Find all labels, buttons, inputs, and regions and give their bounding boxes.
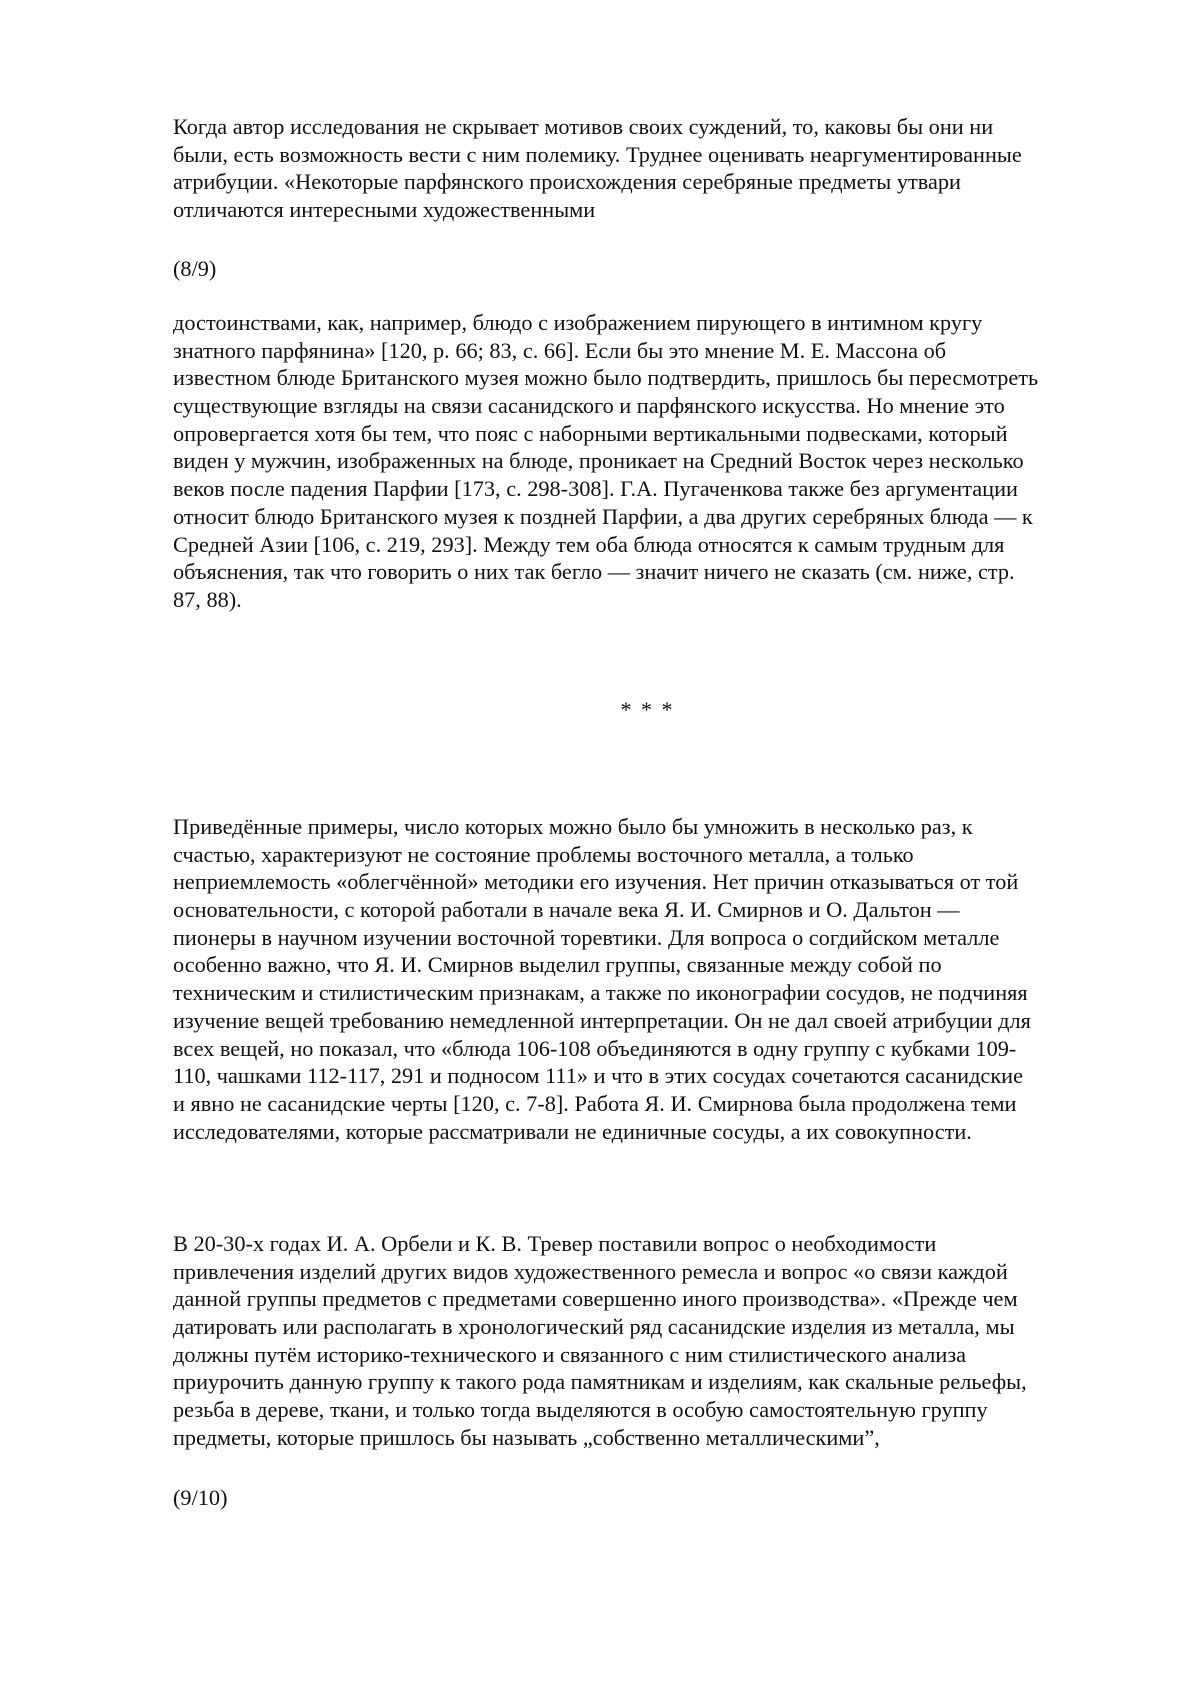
text-line: отличаются интересными художественными [173,197,596,223]
text-line: пионеры в научном изучении восточной торевтики. Для вопроса о согдийском металле [173,924,1000,950]
text-line: были, есть возможность вести с ним полемику. Труднее оценивать неаргументированные [173,141,1022,167]
paragraph-2 [173,309,1128,614]
text-line: виден у мужчин, изображенных на блюде, проникает на Средний Восток через несколько [173,448,1024,474]
text-line: относит блюдо Британского музея к поздней Парфии, а два других серебряных блюда — к [173,503,1033,529]
paragraph-3 [173,813,1128,1145]
text-line: известном блюде Британского музея можно было подтвердить, пришлось бы пересмотреть [173,365,1039,391]
text-line: веков после падения Парфии [173, с. 298-308]. Г.А. Пугаченкова также без аргументации [173,476,1018,502]
text-line: счастью, характеризуют не состояние проблемы восточного металла, а только [173,841,914,867]
text-line: и явно не сасанидские черты [120, с. 7-8]. Работа Я. И. Смирнова была продолжена теми [173,1090,1017,1116]
section-separator: * * * [620,697,675,722]
page-marker: (8/9) [173,256,217,281]
text-line: всех вещей, но показал, что «блюда 106-108 объединяются в одну группу с кубками 109- [173,1035,1017,1061]
paragraph-4 [173,1230,1128,1452]
text-line: предметы, которые пришлось бы называть „собственно металлическими”, [173,1424,880,1450]
text-line: данной группы предметов с предметами совершенно иного производства». «Прежде чем [173,1286,1018,1312]
text-line: должны путём историко-технического и связанного с ним стилистического анализа [173,1341,967,1367]
text-line: Когда автор исследования не скрывает мотивов своих суждений, то, каковы бы они ни [173,114,994,139]
text-line: Средней Азии [106, с. 219, 293]. Между тем оба блюда относятся к самым трудным для [173,531,1005,557]
text-line: объяснения, так что говорить о них так бегло — значит ничего не сказать (см. ниже, стр. [173,559,1015,585]
paragraph-1 [173,113,1128,224]
text-line: достоинствами, как, например, блюдо с изображением пирующего в интимном кругу [173,310,983,335]
text-line: изучение вещей требованию немедленной интерпретации. Он не дал своей атрибуции для [173,1007,1031,1033]
text-line: существующие взгляды на связи сасанидского и парфянского искусства. Но мнение это [173,393,1005,419]
text-line: приурочить данную группу к такого рода памятникам и изделиям, как скальные рельефы, [173,1369,1027,1395]
text-line: 87, 88). [173,586,242,612]
text-line: Приведённые примеры, число которых можно было бы умножить в несколько раз, к [173,814,973,839]
text-line: резьба в дереве, ткани, и только тогда выделяются в особую самостоятельную группу [173,1397,988,1423]
text-line: В 20-30-х годах И. А. Орбели и К. В. Тревер поставили вопрос о необходимости [173,1231,937,1256]
text-line: исследователями, которые рассматривали не единичные сосуды, а их совокупности. [173,1118,972,1144]
text-line: особенно важно, что Я. И. Смирнов выделил группы, связанные между собой по [173,952,942,978]
text-line: датировать или располагать в хронологический ряд сасанидские изделия из металла, мы [173,1314,1015,1340]
text-line: 110, чашками 112-117, 291 и подносом 111» и что в этих сосудах сочетаются сасанидские [173,1063,1023,1089]
text-line: неприемлемость «облегчённой» методики его изучения. Нет причин отказываться от той [173,869,1019,895]
text-line: привлечения изделий других видов художественного ремесла и вопрос «о связи каждой [173,1258,1008,1284]
text-line: знатного парфянина» [120, р. 66; 83, с. 66]. Если бы это мнение М. Е. Массона об [173,337,947,363]
text-line: атрибуции. «Некоторые парфянского происхождения серебряные предметы утвари [173,169,961,195]
text-line: опровергается хотя бы тем, что пояс с наборными вертикальными подвесками, который [173,420,1008,446]
text-line: техническим и стилистическим признакам, а также по иконографии сосудов, не подчиняя [173,980,1028,1006]
text-line: основательности, с которой работали в начале века Я. И. Смирнов и О. Дальтон — [173,897,960,923]
page-marker: (9/10) [173,1485,228,1510]
